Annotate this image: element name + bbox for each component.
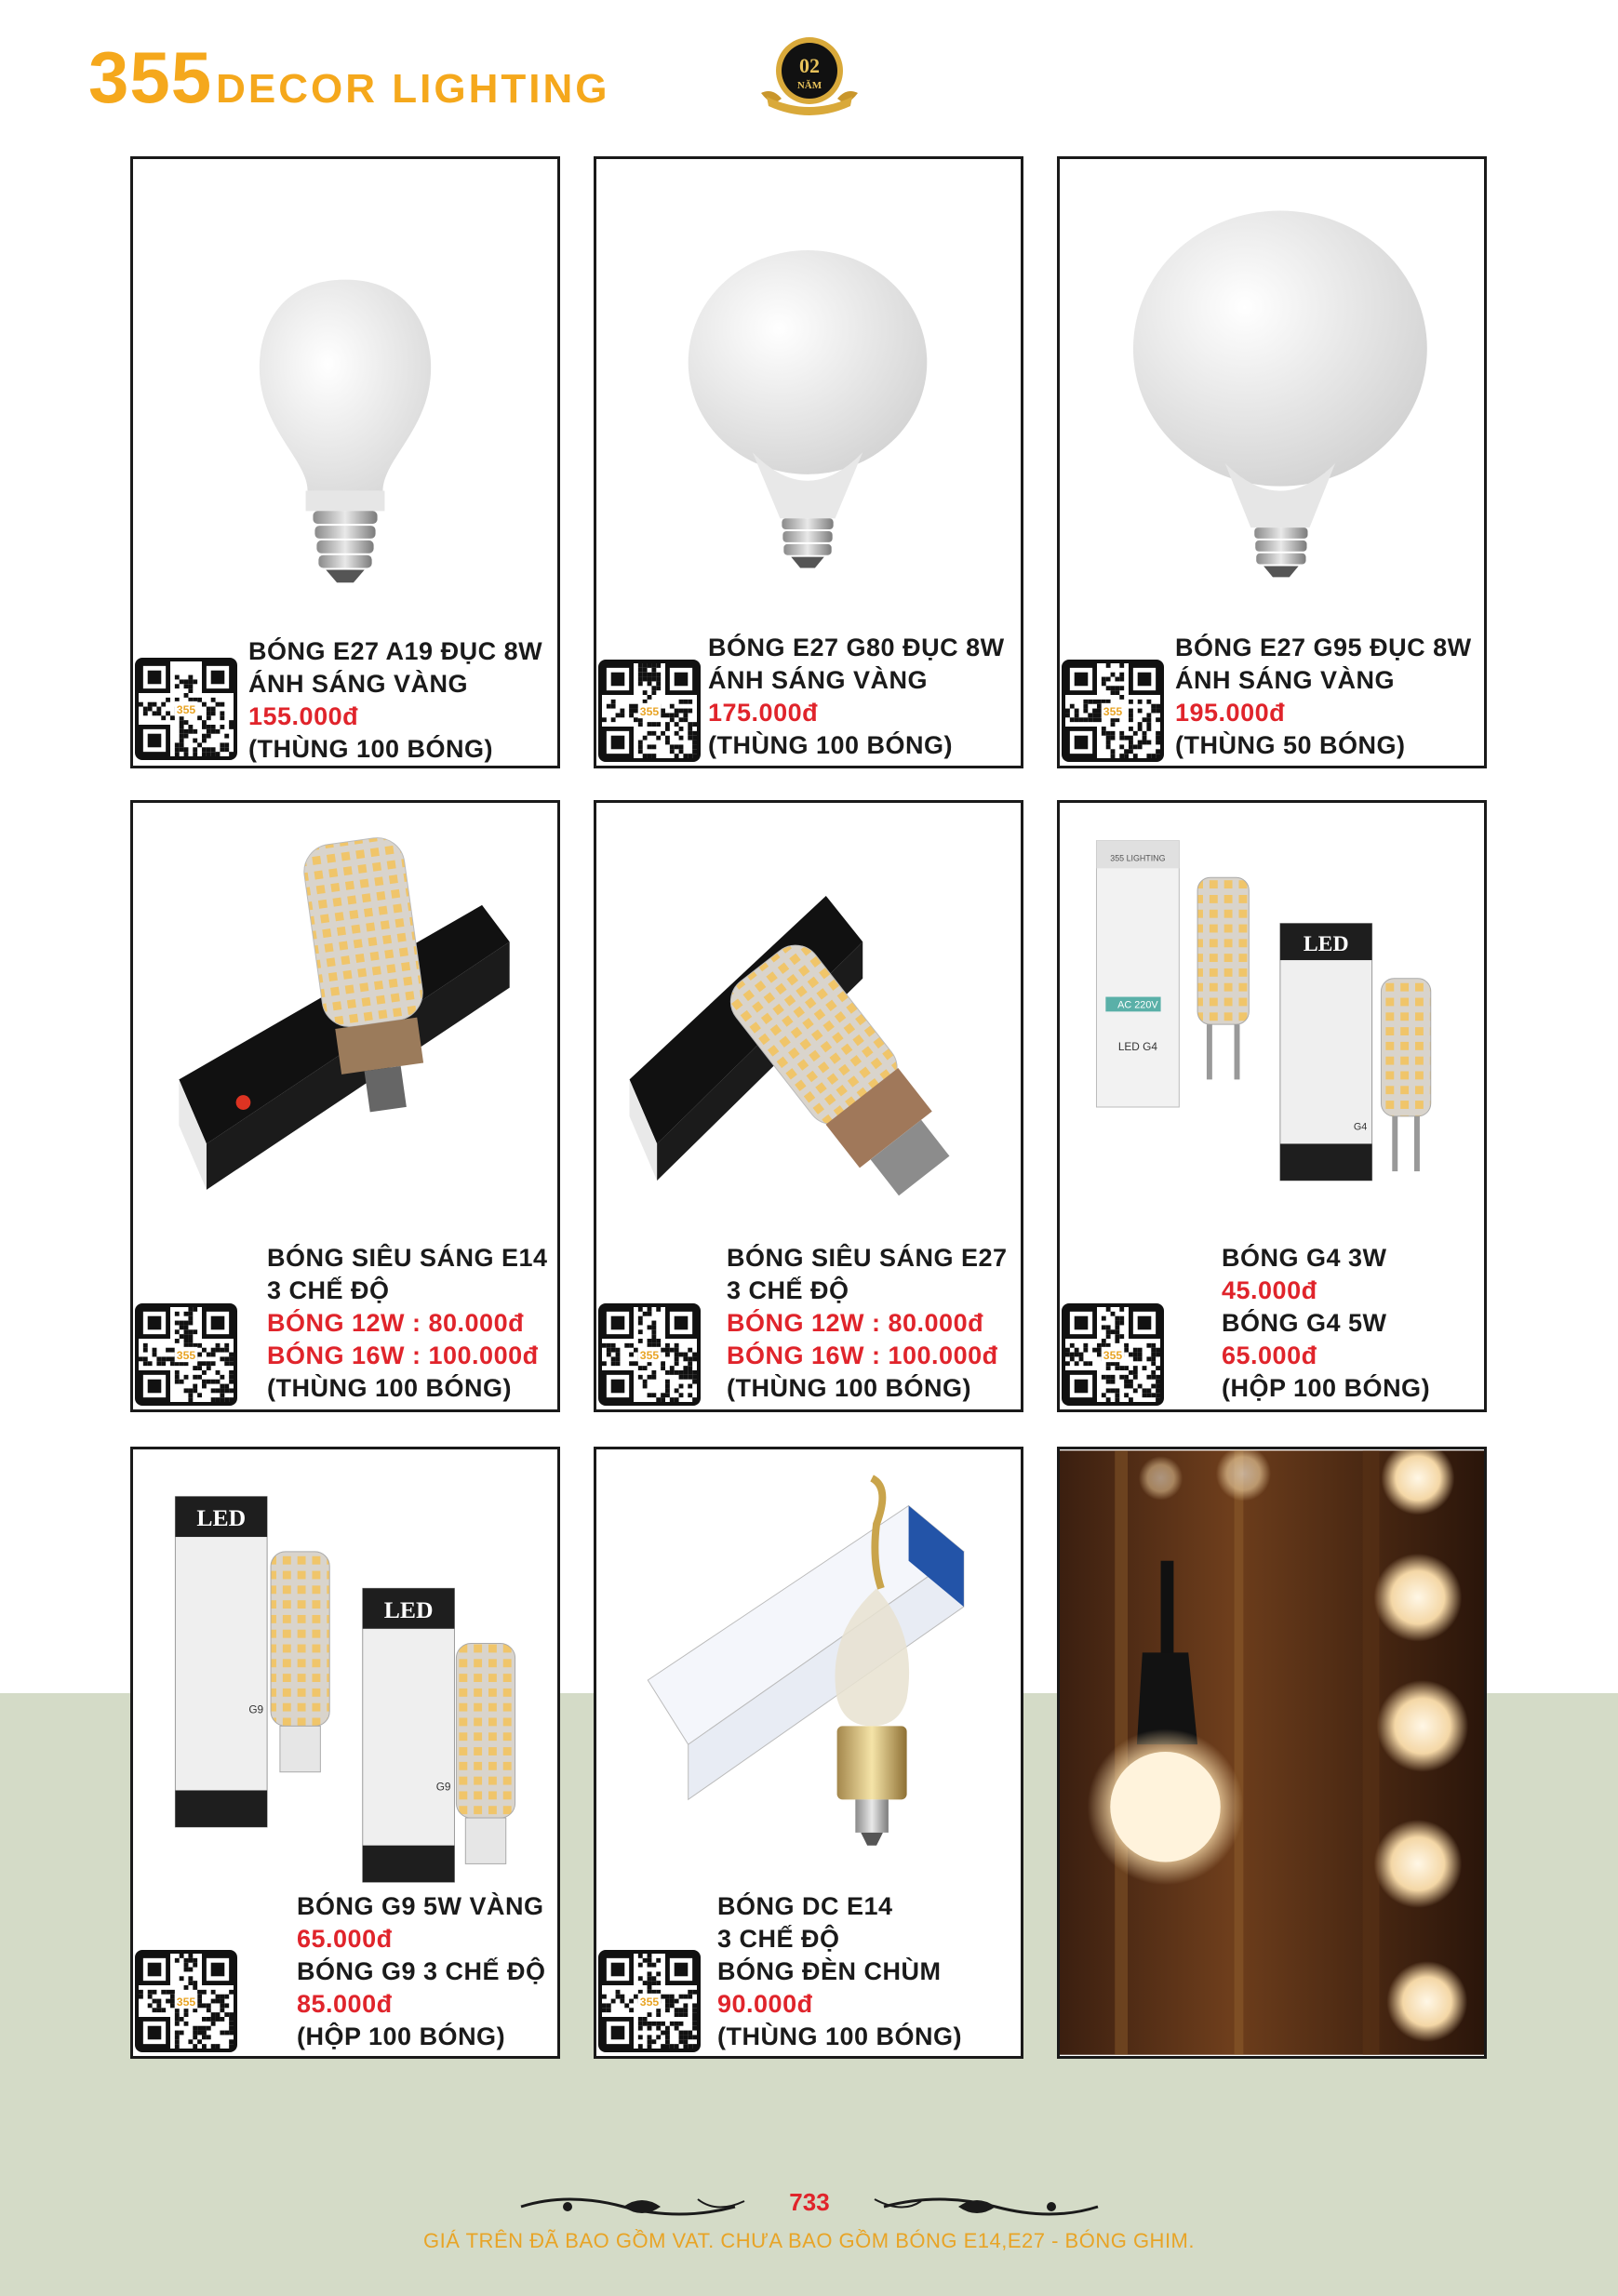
qr-code-icon[interactable] — [598, 660, 701, 762]
product-text-line: BÓNG E27 A19 ĐỤC 8W — [248, 637, 543, 665]
product-price: 85.000đ — [297, 1990, 393, 2018]
product-text-line: (THÙNG 100 BÓNG) — [267, 1374, 513, 1402]
brand-name: DECOR LIGHTING — [216, 66, 610, 112]
product-info — [1222, 1242, 1430, 1405]
product-info — [717, 1890, 962, 2053]
svg-text:355: 355 — [639, 1996, 660, 2009]
qr-code-icon[interactable] — [135, 1303, 237, 1406]
product-text-line: BÓNG E27 G80 ĐỤC 8W — [708, 634, 1005, 661]
badge-word: NĂM — [796, 80, 822, 91]
product-card-e27-g80 — [594, 156, 1023, 768]
svg-text:LED G4: LED G4 — [1117, 1039, 1157, 1053]
product-card-g4 — [1057, 800, 1487, 1412]
brand-logo — [88, 35, 609, 120]
product-info — [727, 1242, 1008, 1405]
product-price: 155.000đ — [248, 702, 359, 730]
svg-text:LED: LED — [196, 1504, 247, 1532]
svg-text:G4: G4 — [1353, 1121, 1368, 1133]
product-price: 175.000đ — [708, 699, 819, 727]
svg-text:355: 355 — [639, 705, 660, 719]
qr-code-icon[interactable] — [135, 1950, 237, 2052]
product-text-line: (THÙNG 100 BÓNG) — [708, 731, 954, 759]
product-text-line: BÓNG SIÊU SÁNG E14 — [267, 1244, 548, 1272]
product-text-line: BÓNG G4 5W — [1222, 1309, 1387, 1337]
product-card-g9 — [130, 1447, 560, 2059]
svg-text:LED: LED — [383, 1595, 434, 1623]
product-text-line: 3 CHẾ ĐỘ — [727, 1276, 849, 1304]
product-text-line: BÓNG G9 5W VÀNG — [297, 1892, 544, 1920]
product-text-line: 3 CHẾ ĐỘ — [717, 1925, 840, 1953]
product-info — [297, 1890, 546, 2053]
svg-text:AC 220V: AC 220V — [1117, 999, 1158, 1011]
product-price: BÓNG 16W : 100.000đ — [727, 1342, 998, 1369]
decorative-lighting-photo — [1057, 1447, 1487, 2059]
svg-text:G9: G9 — [248, 1702, 264, 1716]
product-text-line: BÓNG ĐÈN CHÙM — [717, 1957, 942, 1985]
product-price: 90.000đ — [717, 1990, 813, 2018]
product-text-line: BÓNG DC E14 — [717, 1892, 893, 1920]
product-text-line: (THÙNG 100 BÓNG) — [727, 1374, 972, 1402]
svg-text:355: 355 — [1103, 1349, 1123, 1363]
product-card-dc-e14 — [594, 1447, 1023, 2059]
brand-number: 355 — [88, 36, 213, 118]
product-text-line: ÁNH SÁNG VÀNG — [1175, 666, 1396, 694]
product-card-super-bright-e14 — [130, 800, 560, 1412]
product-text-line: (THÙNG 50 BÓNG) — [1175, 731, 1406, 759]
svg-text:355: 355 — [176, 1996, 196, 2009]
qr-code-icon[interactable] — [1062, 660, 1164, 762]
product-price: BÓNG 16W : 100.000đ — [267, 1342, 539, 1369]
qr-code-icon[interactable] — [598, 1950, 701, 2052]
product-price: BÓNG 12W : 80.000đ — [727, 1309, 984, 1337]
svg-text:355: 355 — [1103, 705, 1123, 719]
product-text-line: (HỘP 100 BÓNG) — [297, 2022, 506, 2050]
product-info — [1175, 632, 1472, 762]
product-price: 65.000đ — [1222, 1342, 1317, 1369]
product-text-line: (HỘP 100 BÓNG) — [1222, 1374, 1431, 1402]
product-card-e27-g95 — [1057, 156, 1487, 768]
page-number: 733 — [789, 2188, 830, 2216]
svg-text:G9: G9 — [435, 1780, 451, 1794]
svg-text:LED: LED — [1303, 932, 1349, 957]
product-info — [708, 632, 1005, 762]
product-info — [248, 635, 542, 766]
product-card-e27-a19 — [130, 156, 560, 768]
product-text-line: 3 CHẾ ĐỘ — [267, 1276, 390, 1304]
product-price: 195.000đ — [1175, 699, 1286, 727]
product-card-super-bright-e27 — [594, 800, 1023, 1412]
product-text-line: BÓNG G9 3 CHẾ ĐỘ — [297, 1957, 546, 1985]
product-info — [267, 1242, 548, 1405]
qr-code-icon[interactable] — [1062, 1303, 1164, 1406]
svg-text:355: 355 — [176, 703, 196, 717]
svg-text:355 LIGHTING: 355 LIGHTING — [1110, 853, 1166, 863]
ambient-bulbs-photo — [1060, 1449, 1484, 2056]
price-disclaimer: GIÁ TRÊN ĐÃ BAO GỒM VAT. CHƯA BAO GỒM BÓNG E14,E27 - BÓNG GHIM. — [423, 2229, 1195, 2252]
product-text-line: (THÙNG 100 BÓNG) — [248, 735, 494, 763]
product-text-line: ÁNH SÁNG VÀNG — [708, 666, 929, 694]
product-text-line: ÁNH SÁNG VÀNG — [248, 670, 469, 698]
product-text-line: BÓNG E27 G95 ĐỤC 8W — [1175, 634, 1472, 661]
svg-text:355: 355 — [639, 1349, 660, 1363]
qr-code-icon[interactable] — [135, 658, 237, 760]
qr-code-icon[interactable] — [598, 1303, 701, 1406]
product-text-line: BÓNG SIÊU SÁNG E27 — [727, 1244, 1008, 1272]
svg-text:355: 355 — [176, 1349, 196, 1363]
product-text-line: (THÙNG 100 BÓNG) — [717, 2022, 963, 2050]
product-price: 45.000đ — [1222, 1276, 1317, 1304]
anniversary-badge-icon — [754, 32, 865, 125]
product-price: 65.000đ — [297, 1925, 393, 1953]
product-price: BÓNG 12W : 80.000đ — [267, 1309, 525, 1337]
badge-number: 02 — [799, 54, 820, 77]
product-text-line: BÓNG G4 3W — [1222, 1244, 1387, 1272]
